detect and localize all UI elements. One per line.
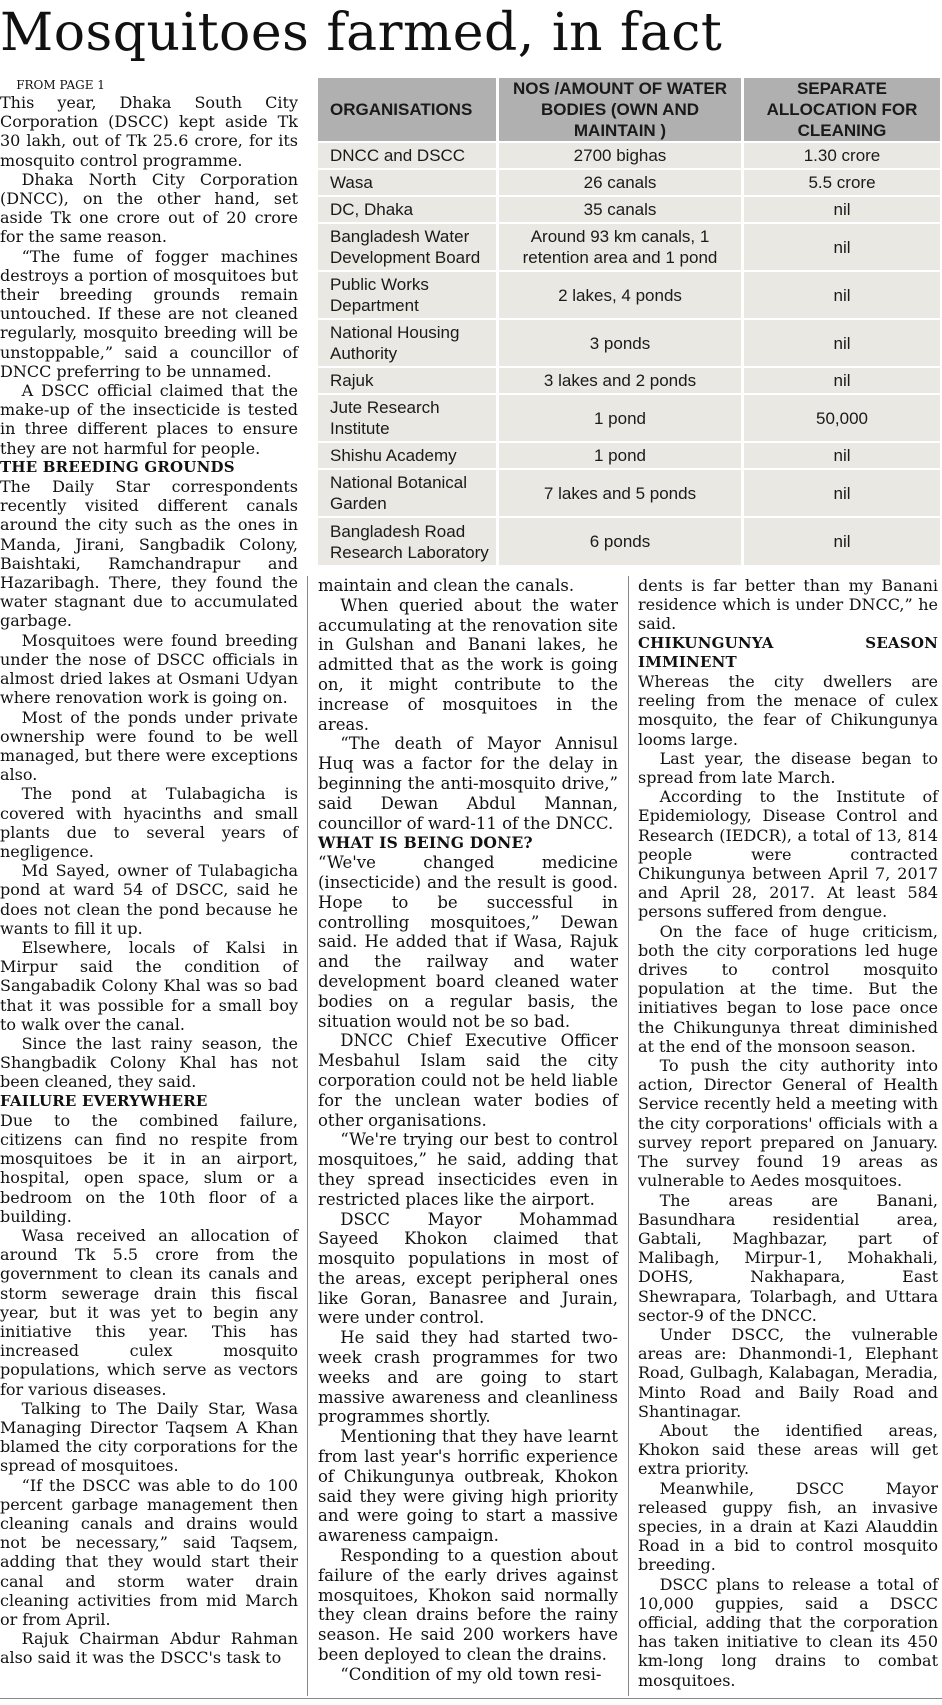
article-paragraph: maintain and clean the canals. bbox=[318, 576, 575, 595]
article-paragraph: This year, Dhaka South City Corporation (DSCC) kept aside Tk 30 lakh, out of Tk 25.6 crore, for its mosquito control programme. bbox=[0, 93, 298, 170]
article-paragraph: Most of the ponds under private ownership were found to be well managed, but there were exceptions also. bbox=[0, 707, 298, 785]
table-row bbox=[318, 367, 940, 394]
table-cell-allocation: nil bbox=[743, 469, 941, 517]
section-heading: WHAT IS BEING DONE? bbox=[318, 833, 533, 853]
article-paragraph: “We're trying our best to control mosquitoes,” he said, adding that they spread insecticides even in restricted places like the airport. bbox=[318, 1130, 618, 1209]
table-row bbox=[318, 517, 940, 565]
article-paragraph: To push the city authority into action, Director General of Health Service recently held a meeting with the city corporations' officials with a survey report prepared on January. The survey found 19 areas as vulnerable to Aedes mosquitoes. bbox=[638, 1056, 938, 1191]
article-paragraph: The Daily Star correspondents recently visited different canals around the city such as the ones in Manda, Jirani, Sangbadik Colony, Baishtaki, Ramchandrapur and Hazaribagh. There, they found the water stagnant due to accumulated garbage. bbox=[0, 477, 298, 631]
article-paragraph: “The fume of fogger machines destroys a portion of mosquitoes but their breeding grounds remain untouched. If these are not cleaned regularly, mosquito breeding will be unstoppable,” said a councillor of DNCC preferring to be unnamed. bbox=[0, 246, 298, 381]
table-row bbox=[318, 142, 940, 169]
article-paragraph: On the face of huge criticism, both the city corporations led huge drives to control mosquito population at the time. But the initiatives began to lose pace once the Chikungunya threat diminished at the end of the monsoon season. bbox=[638, 921, 938, 1056]
article-paragraph: DSCC plans to release a total of 10,000 guppies, said a DSCC official, adding that the corporation has taken initiative to clean its 450 km-long long drains to combat mosquitoes. bbox=[638, 1574, 938, 1690]
table-cell-water-bodies: 26 canals bbox=[498, 169, 743, 196]
table-cell-organisation: National Housing Authority bbox=[318, 319, 498, 367]
article-paragraph: Last year, the disease began to spread from late March. bbox=[638, 748, 938, 788]
article-paragraph: Under DSCC, the vulnerable areas are: Dhanmondi-1, Elephant Road, Gulbagh, Kalabagan, Meradia, Minto Road and Baily Road and Shantinagar. bbox=[638, 1324, 938, 1421]
table-header-allocation: SEPARATE ALLOCATION FOR CLEANING bbox=[743, 78, 941, 142]
table-cell-organisation: DC, Dhaka bbox=[318, 196, 498, 223]
article-paragraph: Dhaka North City Corporation (DNCC), on the other hand, set aside Tk one crore out of 20 crore for the same reason. bbox=[0, 169, 298, 247]
section-heading: CHIKUNGUNYA SEASON IMMINENT bbox=[638, 633, 938, 671]
table-cell-organisation: National Botanical Garden bbox=[318, 469, 498, 517]
table-row bbox=[318, 196, 940, 223]
table-body bbox=[318, 142, 940, 565]
article-paragraph: The areas are Banani, Basundhara residential area, Gabtali, Maghbazar, part of Malibagh, Mirpur-1, Mohakhali, DOHS, Nakhapara, East Shewrapara, Tolarbagh, and Uttara sector-9 of the DNCC. bbox=[638, 1190, 938, 1325]
table-cell-organisation: Shishu Academy bbox=[318, 442, 498, 469]
continued-from-label: FROM PAGE 1 bbox=[16, 78, 105, 92]
table-cell-water-bodies: 2 lakes, 4 ponds bbox=[498, 271, 743, 319]
table-cell-allocation: nil bbox=[743, 319, 941, 367]
article-column-2 bbox=[318, 576, 618, 1685]
article-paragraph: DSCC Mayor Mohammad Sayeed Khokon claimed that mosquito populations in most of the areas, except peripheral ones like Goran, Banasree and Jurain, were under control. bbox=[318, 1209, 618, 1328]
table-row bbox=[318, 442, 940, 469]
table-row bbox=[318, 271, 940, 319]
article-paragraph: “The death of Mayor Annisul Huq was a factor for the delay in beginning the anti-mosquito drive,” said Dewan Abdul Mannan, councillor of ward-11 of the DNCC. bbox=[318, 734, 618, 833]
section-heading: FAILURE EVERYWHERE bbox=[0, 1091, 208, 1110]
table-cell-allocation: nil bbox=[743, 196, 941, 223]
table-cell-allocation: nil bbox=[743, 367, 941, 394]
article-paragraph: dents is far better than my Banani residence which is under DNCC,” he said. bbox=[638, 576, 938, 634]
table-cell-allocation: 1.30 crore bbox=[743, 142, 941, 169]
article-paragraph: Since the last rainy season, the Shangbadik Colony Khal has not been cleaned, they said. bbox=[0, 1033, 298, 1092]
headline: Mosquitoes farmed, in fact bbox=[0, 3, 723, 63]
table-cell-organisation: Bangladesh Road Research Laboratory bbox=[318, 517, 498, 565]
article-paragraph: DNCC Chief Executive Officer Mesbahul Islam said the city corporation could not be held liable for the unclean water bodies of other organisations. bbox=[318, 1031, 618, 1130]
table-cell-organisation: Wasa bbox=[318, 169, 498, 196]
table-row bbox=[318, 223, 940, 271]
article-paragraph: Meanwhile, DSCC Mayor released guppy fish, an invasive species, in a drain at Kazi Alauddin Road in a bid to control mosquito breeding. bbox=[638, 1478, 938, 1575]
article-paragraph: Elsewhere, locals of Kalsi in Mirpur said the condition of Sangabadik Colony Khal was so bad that it was possible for a small boy to walk over the canal. bbox=[0, 937, 298, 1034]
water-bodies-table bbox=[318, 78, 940, 565]
article-paragraph: Mosquitoes were found breeding under the nose of DSCC officials in almost dried lakes at Osmani Udyan where renovation work is going on. bbox=[0, 630, 298, 708]
table-cell-allocation: nil bbox=[743, 442, 941, 469]
table-cell-organisation: Public Works Department bbox=[318, 271, 498, 319]
table-cell-allocation: 50,000 bbox=[743, 394, 941, 442]
table-header-water-bodies: NOS /AMOUNT OF WATER BODIES (OWN AND MAINTAIN ) bbox=[498, 78, 743, 142]
article-paragraph: He said they had started two-week crash programmes for two weeks and are going to start massive awareness and cleanliness programmes shortly. bbox=[318, 1328, 618, 1427]
table-cell-water-bodies: 7 lakes and 5 ponds bbox=[498, 469, 743, 517]
page-bottom-rule bbox=[0, 1698, 942, 1699]
article-paragraph: The pond at Tulabagicha is covered with hyacinths and small plants due to several years of negligence. bbox=[0, 784, 298, 861]
table-row bbox=[318, 319, 940, 367]
table-cell-water-bodies: 3 lakes and 2 ponds bbox=[498, 367, 743, 394]
article-paragraph: “Condition of my old town resi- bbox=[340, 1664, 602, 1684]
article-paragraph: When queried about the water accumulating at the renovation site in Gulshan and Banani lakes, he admitted that as the work is going on, it might contribute to the increase of mosquitoes in the areas. bbox=[318, 595, 618, 734]
article-paragraph: Md Sayed, owner of Tulabagicha pond at ward 54 of DSCC, said he does not clean the pond because he wants to fill it up. bbox=[0, 861, 298, 938]
article-paragraph: Rajuk Chairman Abdur Rahman also said it was the DSCC's task to bbox=[0, 1629, 298, 1668]
table-row bbox=[318, 169, 940, 196]
table-cell-organisation: Rajuk bbox=[318, 367, 498, 394]
article-column-3 bbox=[638, 576, 938, 1690]
table-cell-allocation: nil bbox=[743, 271, 941, 319]
table-row bbox=[318, 469, 940, 517]
article-paragraph: According to the Institute of Epidemiology, Disease Control and Research (IEDCR), a total of 13, 814 people were contracted Chikungunya between April 7, 2017 and April 28, 2017. At least 584 persons suffered from dengue. bbox=[638, 787, 938, 922]
article-paragraph: “We've changed medicine (insecticide) and the result is good. Hope to be successful in controlling mosquitoes,” Dewan said. He added that if Wasa, Rajuk and the railway and water development board cleaned water bodies on a regular basis, the situation would not be so bad. bbox=[318, 853, 618, 1031]
section-heading: THE BREEDING GROUNDS bbox=[0, 457, 235, 476]
table-cell-organisation: Bangladesh Water Development Board bbox=[318, 223, 498, 271]
article-paragraph: Whereas the city dwellers are reeling from the menace of culex mosquito, the fear of Chikungunya looms large. bbox=[638, 672, 938, 749]
table-cell-water-bodies: 35 canals bbox=[498, 196, 743, 223]
table-header-organisations: ORGANISATIONS bbox=[318, 78, 498, 142]
table-cell-water-bodies: 3 ponds bbox=[498, 319, 743, 367]
table-row bbox=[318, 394, 940, 442]
column-divider bbox=[307, 576, 308, 1696]
article-paragraph: Talking to The Daily Star, Wasa Managing Director Taqsem A Khan blamed the city corporations for the spread of mosquitoes. bbox=[0, 1398, 298, 1476]
column-divider bbox=[628, 576, 629, 1696]
table-cell-water-bodies: 1 pond bbox=[498, 442, 743, 469]
article-paragraph: Due to the combined failure, citizens can find no respite from mosquitoes be it in an airport, hospital, open space, slum or a bedroom on the 10th floor of a building. bbox=[0, 1110, 298, 1226]
article-column-1 bbox=[0, 78, 298, 1668]
table-header-row bbox=[318, 78, 940, 142]
table-cell-water-bodies: Around 93 km canals, 1 retention area and 1 pond bbox=[498, 223, 743, 271]
article-paragraph: “If the DSCC was able to do 100 percent garbage management then cleaning canals and drains would not be necessary,” said Taqsem, adding that they would start their canal and storm water drain cleaning activities from mid March or from April. bbox=[0, 1475, 298, 1630]
table-cell-water-bodies: 2700 bighas bbox=[498, 142, 743, 169]
article-paragraph: A DSCC official claimed that the make-up of the insecticide is tested in three different places to ensure they are not harmful for people. bbox=[0, 381, 298, 458]
article-paragraph: Wasa received an allocation of around Tk 5.5 crore from the government to clean its canals and storm sewerage drain this fiscal year, but it was yet to begin any initiative this year. This has increased culex mosquito populations, which serve as vectors for various diseases. bbox=[0, 1225, 298, 1399]
table-cell-organisation: DNCC and DSCC bbox=[318, 142, 498, 169]
table-cell-allocation: nil bbox=[743, 223, 941, 271]
article-paragraph: About the identified areas, Khokon said these areas will get extra priority. bbox=[638, 1420, 938, 1479]
table-cell-water-bodies: 6 ponds bbox=[498, 517, 743, 565]
table-cell-allocation: 5.5 crore bbox=[743, 169, 941, 196]
article-paragraph: Mentioning that they have learnt from last year's horrific experience of Chikungunya outbreak, Khokon said they were giving high priority and were going to start a massive awareness campaign. bbox=[318, 1427, 618, 1546]
table-cell-allocation: nil bbox=[743, 517, 941, 565]
table-cell-water-bodies: 1 pond bbox=[498, 394, 743, 442]
table-cell-organisation: Jute Research Institute bbox=[318, 394, 498, 442]
article-paragraph: Responding to a question about failure of the early drives against mosquitoes, Khokon said normally they clean drains before the rainy season. He said 200 workers have been deployed to clean the drains. bbox=[318, 1546, 618, 1665]
